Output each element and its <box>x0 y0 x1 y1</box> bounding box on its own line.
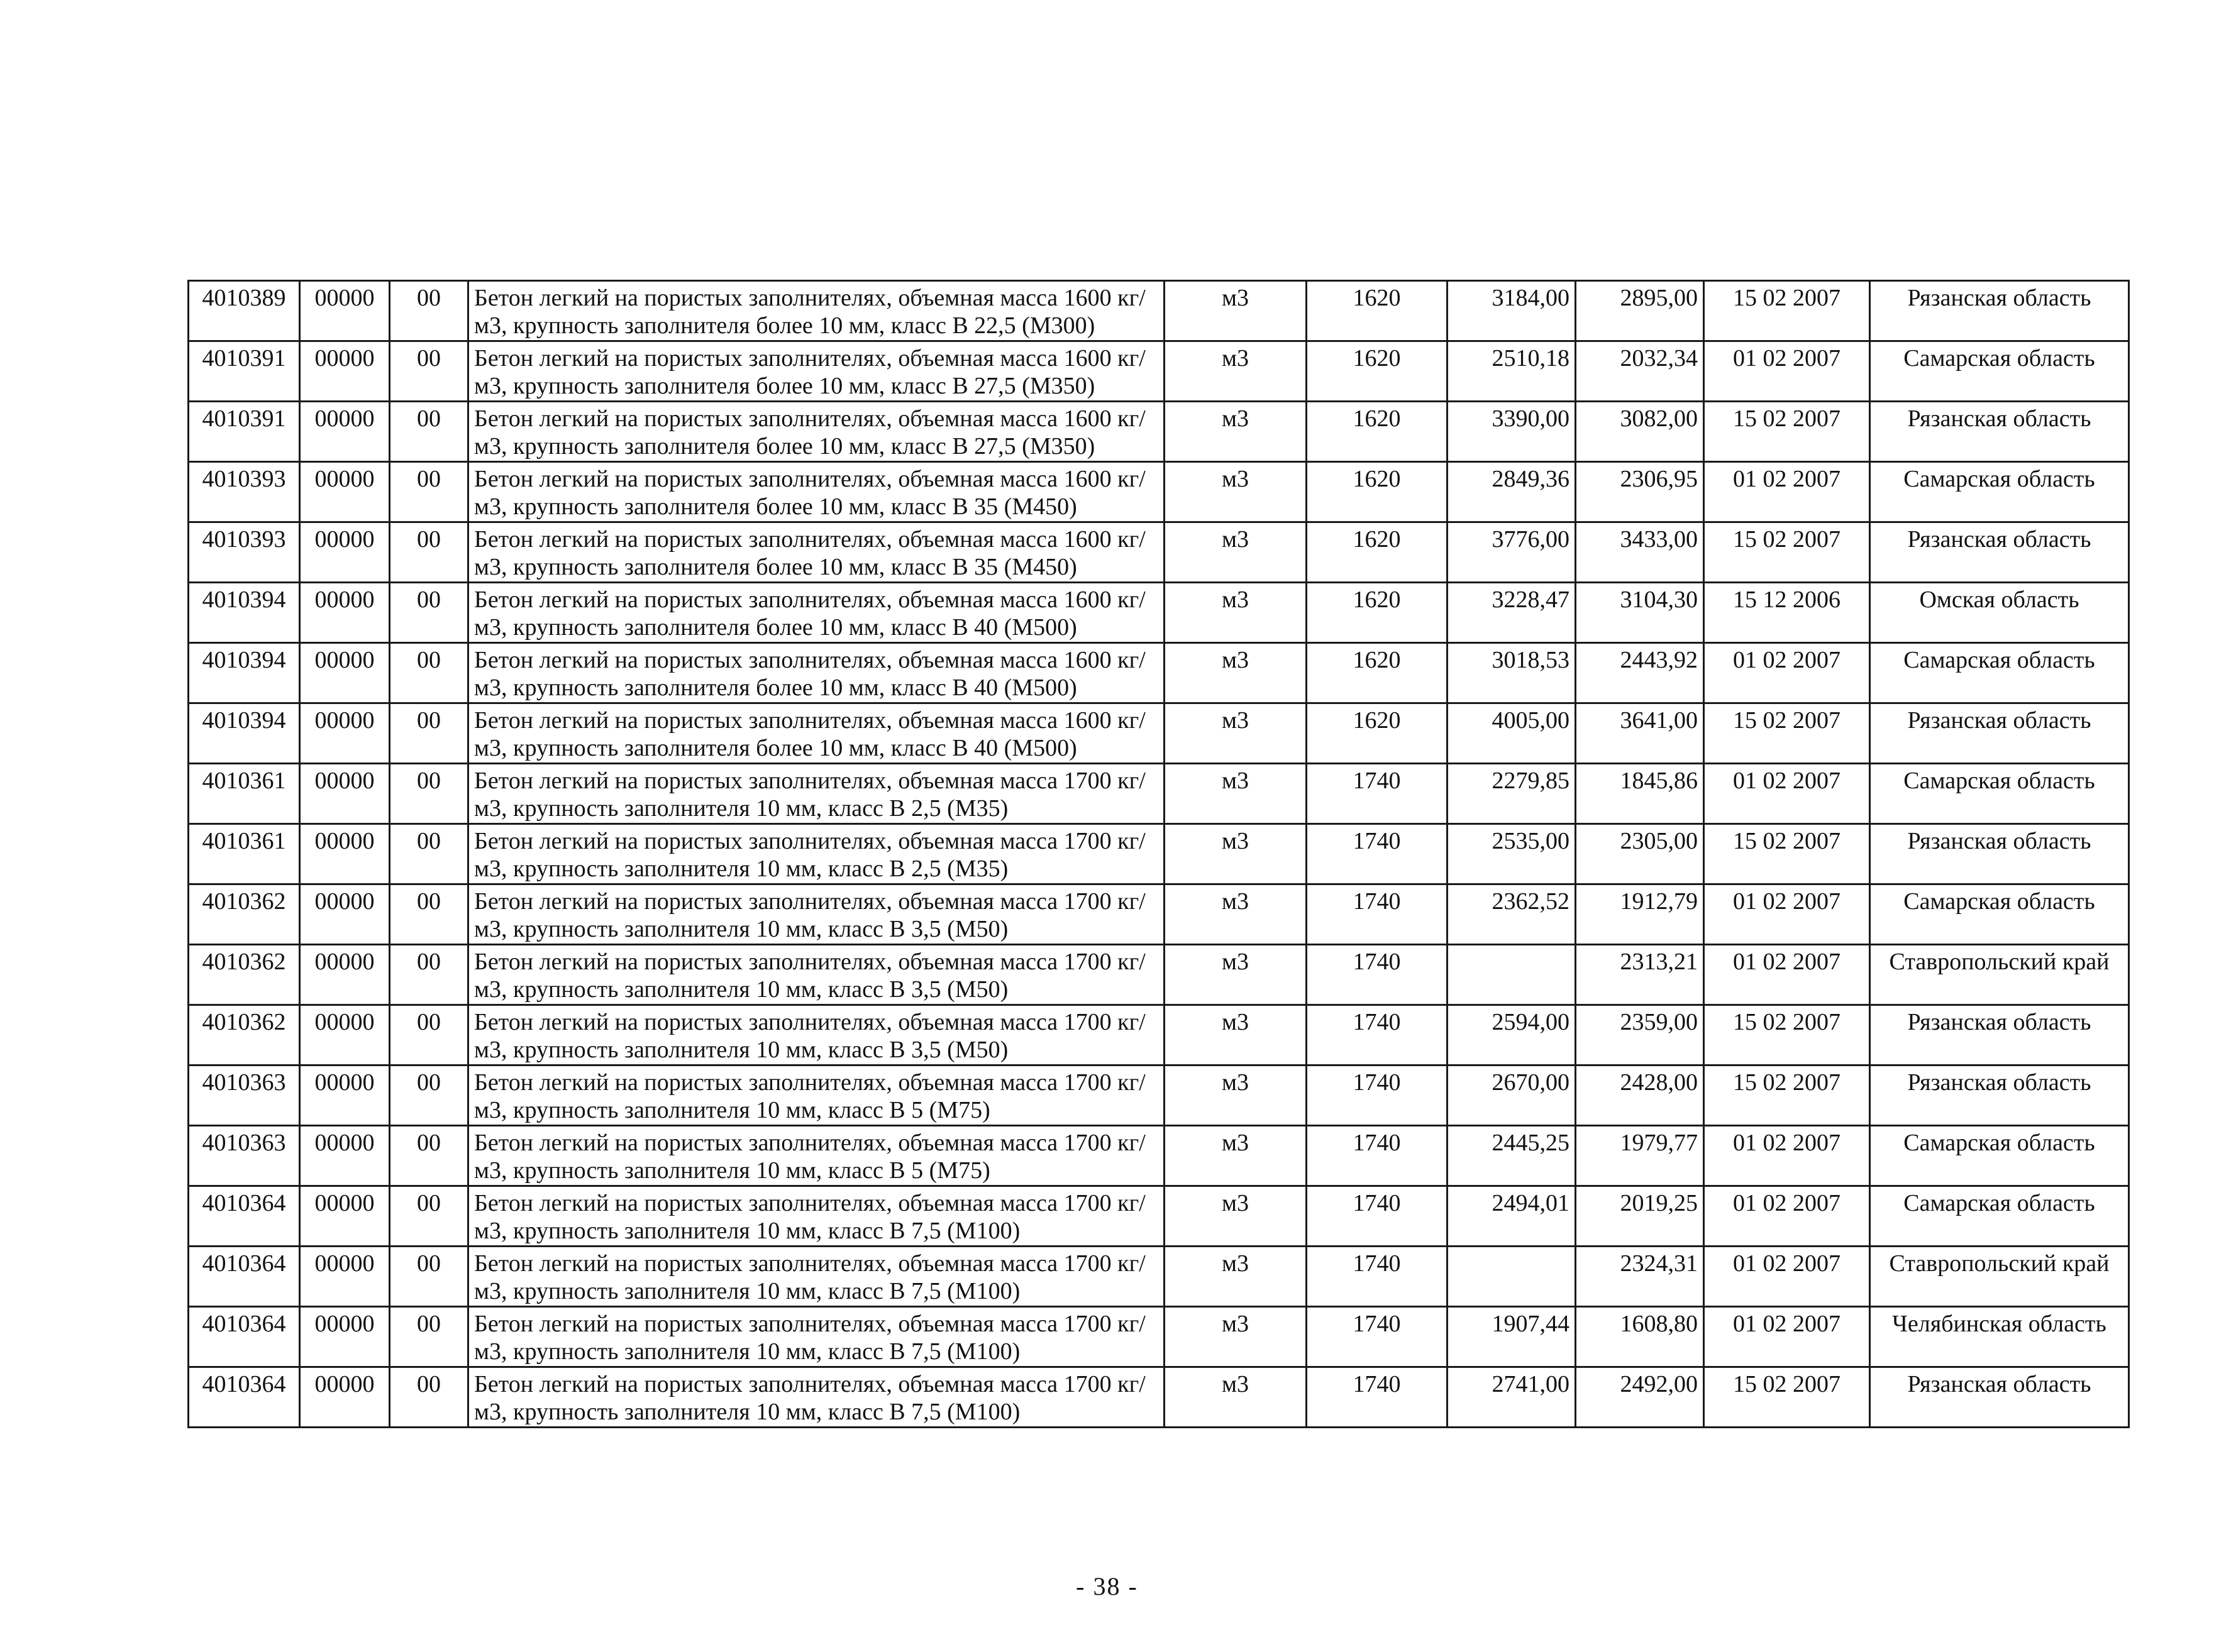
date-cell: 01 02 2007 <box>1704 1307 1870 1367</box>
table-row <box>189 1005 2129 1066</box>
table-row <box>189 522 2129 583</box>
description-cell: Бетон легкий на пористых заполнителях, объемная масса 1700 кг/м3, крупность заполнителя 10 мм, класс В 5 (М75) <box>468 1066 1165 1126</box>
region-cell: Рязанская область <box>1870 703 2129 764</box>
price-base-cell: 3104,30 <box>1576 583 1704 643</box>
region-cell: Самарская область <box>1870 462 2129 522</box>
sub-code-cell: 00000 <box>300 522 390 583</box>
table-row <box>189 1367 2129 1428</box>
material-code-cell: 4010389 <box>189 281 300 341</box>
date-cell: 01 02 2007 <box>1704 462 1870 522</box>
sub-code-cell: 00000 <box>300 643 390 703</box>
price-current-cell: 2362,52 <box>1447 884 1576 945</box>
price-current-cell: 3776,00 <box>1447 522 1576 583</box>
price-table <box>187 280 2130 1428</box>
date-cell: 15 02 2007 <box>1704 703 1870 764</box>
date-cell: 15 02 2007 <box>1704 824 1870 884</box>
description-cell: Бетон легкий на пористых заполнителях, объемная масса 1700 кг/м3, крупность заполнителя 10 мм, класс В 7,5 (М100) <box>468 1186 1165 1247</box>
price-current-cell: 3184,00 <box>1447 281 1576 341</box>
date-cell: 15 02 2007 <box>1704 522 1870 583</box>
mass-cell: 1620 <box>1307 522 1447 583</box>
unit-cell: м3 <box>1165 945 1307 1005</box>
price-base-cell: 2895,00 <box>1576 281 1704 341</box>
table-row <box>189 945 2129 1005</box>
description-cell: Бетон легкий на пористых заполнителях, объемная масса 1600 кг/м3, крупность заполнителя более 10 мм, класс В 40 (М500) <box>468 583 1165 643</box>
page-number: - 38 - <box>1076 1572 1138 1600</box>
description-cell: Бетон легкий на пористых заполнителях, объемная масса 1700 кг/м3, крупность заполнителя 10 мм, класс В 7,5 (М100) <box>468 1247 1165 1307</box>
date-cell: 01 02 2007 <box>1704 884 1870 945</box>
description-cell: Бетон легкий на пористых заполнителях, объемная масса 1600 кг/м3, крупность заполнителя более 10 мм, класс В 27,5 (М350) <box>468 341 1165 402</box>
material-code-cell: 4010364 <box>189 1186 300 1247</box>
date-cell: 01 02 2007 <box>1704 764 1870 824</box>
unit-cell: м3 <box>1165 1247 1307 1307</box>
sub-code-cell: 00000 <box>300 281 390 341</box>
region-cell: Рязанская область <box>1870 281 2129 341</box>
region-cell: Самарская область <box>1870 764 2129 824</box>
unit-cell: м3 <box>1165 341 1307 402</box>
table-row <box>189 764 2129 824</box>
region-cell: Рязанская область <box>1870 1066 2129 1126</box>
material-code-cell: 4010363 <box>189 1066 300 1126</box>
table-row <box>189 884 2129 945</box>
sub-code-cell: 00000 <box>300 1186 390 1247</box>
price-base-cell: 2306,95 <box>1576 462 1704 522</box>
mass-cell: 1740 <box>1307 1247 1447 1307</box>
price-current-cell: 2670,00 <box>1447 1066 1576 1126</box>
class-code-cell: 00 <box>390 1005 468 1066</box>
unit-cell: м3 <box>1165 643 1307 703</box>
unit-cell: м3 <box>1165 583 1307 643</box>
unit-cell: м3 <box>1165 1186 1307 1247</box>
price-current-cell: 2494,01 <box>1447 1186 1576 1247</box>
date-cell: 15 02 2007 <box>1704 281 1870 341</box>
mass-cell: 1740 <box>1307 1367 1447 1428</box>
price-base-cell: 1845,86 <box>1576 764 1704 824</box>
material-code-cell: 4010393 <box>189 522 300 583</box>
price-base-cell: 3433,00 <box>1576 522 1704 583</box>
table-body <box>189 281 2129 1428</box>
date-cell: 01 02 2007 <box>1704 1186 1870 1247</box>
table-row <box>189 1126 2129 1186</box>
unit-cell: м3 <box>1165 462 1307 522</box>
price-base-cell: 1912,79 <box>1576 884 1704 945</box>
price-current-cell: 4005,00 <box>1447 703 1576 764</box>
price-base-cell: 2313,21 <box>1576 945 1704 1005</box>
description-cell: Бетон легкий на пористых заполнителях, объемная масса 1700 кг/м3, крупность заполнителя 10 мм, класс В 7,5 (М100) <box>468 1307 1165 1367</box>
class-code-cell: 00 <box>390 1307 468 1367</box>
unit-cell: м3 <box>1165 764 1307 824</box>
material-code-cell: 4010364 <box>189 1367 300 1428</box>
mass-cell: 1740 <box>1307 945 1447 1005</box>
table-row <box>189 583 2129 643</box>
table-row <box>189 1186 2129 1247</box>
table-row <box>189 643 2129 703</box>
date-cell: 15 02 2007 <box>1704 402 1870 462</box>
date-cell: 15 02 2007 <box>1704 1005 1870 1066</box>
mass-cell: 1740 <box>1307 1005 1447 1066</box>
unit-cell: м3 <box>1165 884 1307 945</box>
description-cell: Бетон легкий на пористых заполнителях, объемная масса 1600 кг/м3, крупность заполнителя более 10 мм, класс В 35 (М450) <box>468 462 1165 522</box>
mass-cell: 1620 <box>1307 341 1447 402</box>
price-base-cell: 1979,77 <box>1576 1126 1704 1186</box>
table-row <box>189 341 2129 402</box>
class-code-cell: 00 <box>390 884 468 945</box>
description-cell: Бетон легкий на пористых заполнителях, объемная масса 1700 кг/м3, крупность заполнителя 10 мм, класс В 5 (М75) <box>468 1126 1165 1186</box>
material-code-cell: 4010393 <box>189 462 300 522</box>
mass-cell: 1620 <box>1307 583 1447 643</box>
description-cell: Бетон легкий на пористых заполнителях, объемная масса 1700 кг/м3, крупность заполнителя 10 мм, класс В 3,5 (М50) <box>468 1005 1165 1066</box>
price-current-cell: 3228,47 <box>1447 583 1576 643</box>
material-code-cell: 4010364 <box>189 1247 300 1307</box>
sub-code-cell: 00000 <box>300 1367 390 1428</box>
material-code-cell: 4010363 <box>189 1126 300 1186</box>
unit-cell: м3 <box>1165 1126 1307 1186</box>
material-code-cell: 4010361 <box>189 764 300 824</box>
mass-cell: 1620 <box>1307 643 1447 703</box>
price-current-cell: 2594,00 <box>1447 1005 1576 1066</box>
mass-cell: 1620 <box>1307 402 1447 462</box>
class-code-cell: 00 <box>390 281 468 341</box>
unit-cell: м3 <box>1165 1367 1307 1428</box>
mass-cell: 1740 <box>1307 764 1447 824</box>
region-cell: Омская область <box>1870 583 2129 643</box>
region-cell: Рязанская область <box>1870 824 2129 884</box>
region-cell: Рязанская область <box>1870 1005 2129 1066</box>
description-cell: Бетон легкий на пористых заполнителях, объемная масса 1600 кг/м3, крупность заполнителя более 10 мм, класс В 40 (М500) <box>468 643 1165 703</box>
unit-cell: м3 <box>1165 824 1307 884</box>
date-cell: 01 02 2007 <box>1704 643 1870 703</box>
description-cell: Бетон легкий на пористых заполнителях, объемная масса 1600 кг/м3, крупность заполнителя более 10 мм, класс В 35 (М450) <box>468 522 1165 583</box>
mass-cell: 1740 <box>1307 1066 1447 1126</box>
class-code-cell: 00 <box>390 824 468 884</box>
price-current-cell: 2535,00 <box>1447 824 1576 884</box>
material-code-cell: 4010364 <box>189 1307 300 1367</box>
sub-code-cell: 00000 <box>300 1066 390 1126</box>
table-row <box>189 281 2129 341</box>
material-code-cell: 4010362 <box>189 1005 300 1066</box>
region-cell: Челябинская область <box>1870 1307 2129 1367</box>
region-cell: Рязанская область <box>1870 1367 2129 1428</box>
price-base-cell: 2443,92 <box>1576 643 1704 703</box>
class-code-cell: 00 <box>390 1186 468 1247</box>
unit-cell: м3 <box>1165 1066 1307 1126</box>
class-code-cell: 00 <box>390 703 468 764</box>
price-current-cell: 3018,53 <box>1447 643 1576 703</box>
unit-cell: м3 <box>1165 402 1307 462</box>
price-current-cell: 2445,25 <box>1447 1126 1576 1186</box>
material-code-cell: 4010394 <box>189 643 300 703</box>
region-cell: Самарская область <box>1870 1126 2129 1186</box>
table-row <box>189 1307 2129 1367</box>
unit-cell: м3 <box>1165 1307 1307 1367</box>
class-code-cell: 00 <box>390 1066 468 1126</box>
class-code-cell: 00 <box>390 341 468 402</box>
table-row <box>189 824 2129 884</box>
price-table-container <box>187 280 2128 1428</box>
class-code-cell: 00 <box>390 764 468 824</box>
unit-cell: м3 <box>1165 1005 1307 1066</box>
class-code-cell: 00 <box>390 1367 468 1428</box>
price-current-cell <box>1447 1247 1576 1307</box>
description-cell: Бетон легкий на пористых заполнителях, объемная масса 1600 кг/м3, крупность заполнителя более 10 мм, класс В 22,5 (М300) <box>468 281 1165 341</box>
unit-cell: м3 <box>1165 703 1307 764</box>
date-cell: 01 02 2007 <box>1704 1247 1870 1307</box>
description-cell: Бетон легкий на пористых заполнителях, объемная масса 1700 кг/м3, крупность заполнителя 10 мм, класс В 7,5 (М100) <box>468 1367 1165 1428</box>
sub-code-cell: 00000 <box>300 1307 390 1367</box>
sub-code-cell: 00000 <box>300 583 390 643</box>
table-row <box>189 402 2129 462</box>
price-base-cell: 2032,34 <box>1576 341 1704 402</box>
date-cell: 15 02 2007 <box>1704 1367 1870 1428</box>
mass-cell: 1740 <box>1307 884 1447 945</box>
price-base-cell: 2019,25 <box>1576 1186 1704 1247</box>
region-cell: Самарская область <box>1870 643 2129 703</box>
region-cell: Самарская область <box>1870 1186 2129 1247</box>
price-base-cell: 2359,00 <box>1576 1005 1704 1066</box>
material-code-cell: 4010361 <box>189 824 300 884</box>
table-row <box>189 703 2129 764</box>
date-cell: 15 02 2007 <box>1704 1066 1870 1126</box>
mass-cell: 1740 <box>1307 1186 1447 1247</box>
mass-cell: 1620 <box>1307 462 1447 522</box>
material-code-cell: 4010394 <box>189 703 300 764</box>
price-base-cell: 1608,80 <box>1576 1307 1704 1367</box>
sub-code-cell: 00000 <box>300 341 390 402</box>
description-cell: Бетон легкий на пористых заполнителях, объемная масса 1700 кг/м3, крупность заполнителя 10 мм, класс В 2,5 (М35) <box>468 824 1165 884</box>
sub-code-cell: 00000 <box>300 764 390 824</box>
price-current-cell <box>1447 945 1576 1005</box>
date-cell: 01 02 2007 <box>1704 1126 1870 1186</box>
mass-cell: 1740 <box>1307 1126 1447 1186</box>
sub-code-cell: 00000 <box>300 1005 390 1066</box>
price-base-cell: 2428,00 <box>1576 1066 1704 1126</box>
description-cell: Бетон легкий на пористых заполнителях, объемная масса 1700 кг/м3, крупность заполнителя 10 мм, класс В 3,5 (М50) <box>468 884 1165 945</box>
material-code-cell: 4010394 <box>189 583 300 643</box>
sub-code-cell: 00000 <box>300 1247 390 1307</box>
table-row <box>189 1247 2129 1307</box>
sub-code-cell: 00000 <box>300 462 390 522</box>
mass-cell: 1620 <box>1307 703 1447 764</box>
unit-cell: м3 <box>1165 281 1307 341</box>
description-cell: Бетон легкий на пористых заполнителях, объемная масса 1700 кг/м3, крупность заполнителя 10 мм, класс В 3,5 (М50) <box>468 945 1165 1005</box>
class-code-cell: 00 <box>390 522 468 583</box>
description-cell: Бетон легкий на пористых заполнителях, объемная масса 1600 кг/м3, крупность заполнителя более 10 мм, класс В 40 (М500) <box>468 703 1165 764</box>
date-cell: 01 02 2007 <box>1704 341 1870 402</box>
sub-code-cell: 00000 <box>300 824 390 884</box>
region-cell: Рязанская область <box>1870 522 2129 583</box>
class-code-cell: 00 <box>390 583 468 643</box>
sub-code-cell: 00000 <box>300 703 390 764</box>
price-base-cell: 3641,00 <box>1576 703 1704 764</box>
region-cell: Рязанская область <box>1870 402 2129 462</box>
material-code-cell: 4010362 <box>189 884 300 945</box>
price-current-cell: 2510,18 <box>1447 341 1576 402</box>
price-current-cell: 2279,85 <box>1447 764 1576 824</box>
price-base-cell: 2324,31 <box>1576 1247 1704 1307</box>
class-code-cell: 00 <box>390 402 468 462</box>
price-current-cell: 2849,36 <box>1447 462 1576 522</box>
region-cell: Ставропольский край <box>1870 1247 2129 1307</box>
table-row <box>189 462 2129 522</box>
class-code-cell: 00 <box>390 462 468 522</box>
price-current-cell: 3390,00 <box>1447 402 1576 462</box>
price-current-cell: 2741,00 <box>1447 1367 1576 1428</box>
material-code-cell: 4010391 <box>189 341 300 402</box>
table-row <box>189 1066 2129 1126</box>
description-cell: Бетон легкий на пористых заполнителях, объемная масса 1600 кг/м3, крупность заполнителя более 10 мм, класс В 27,5 (М350) <box>468 402 1165 462</box>
material-code-cell: 4010391 <box>189 402 300 462</box>
price-base-cell: 2305,00 <box>1576 824 1704 884</box>
sub-code-cell: 00000 <box>300 402 390 462</box>
region-cell: Ставропольский край <box>1870 945 2129 1005</box>
mass-cell: 1740 <box>1307 1307 1447 1367</box>
material-code-cell: 4010362 <box>189 945 300 1005</box>
sub-code-cell: 00000 <box>300 945 390 1005</box>
price-current-cell: 1907,44 <box>1447 1307 1576 1367</box>
class-code-cell: 00 <box>390 1126 468 1186</box>
class-code-cell: 00 <box>390 643 468 703</box>
sub-code-cell: 00000 <box>300 1126 390 1186</box>
region-cell: Самарская область <box>1870 341 2129 402</box>
sub-code-cell: 00000 <box>300 884 390 945</box>
description-cell: Бетон легкий на пористых заполнителях, объемная масса 1700 кг/м3, крупность заполнителя 10 мм, класс В 2,5 (М35) <box>468 764 1165 824</box>
price-base-cell: 3082,00 <box>1576 402 1704 462</box>
price-base-cell: 2492,00 <box>1576 1367 1704 1428</box>
date-cell: 15 12 2006 <box>1704 583 1870 643</box>
mass-cell: 1620 <box>1307 281 1447 341</box>
unit-cell: м3 <box>1165 522 1307 583</box>
mass-cell: 1740 <box>1307 824 1447 884</box>
class-code-cell: 00 <box>390 945 468 1005</box>
class-code-cell: 00 <box>390 1247 468 1307</box>
region-cell: Самарская область <box>1870 884 2129 945</box>
date-cell: 01 02 2007 <box>1704 945 1870 1005</box>
